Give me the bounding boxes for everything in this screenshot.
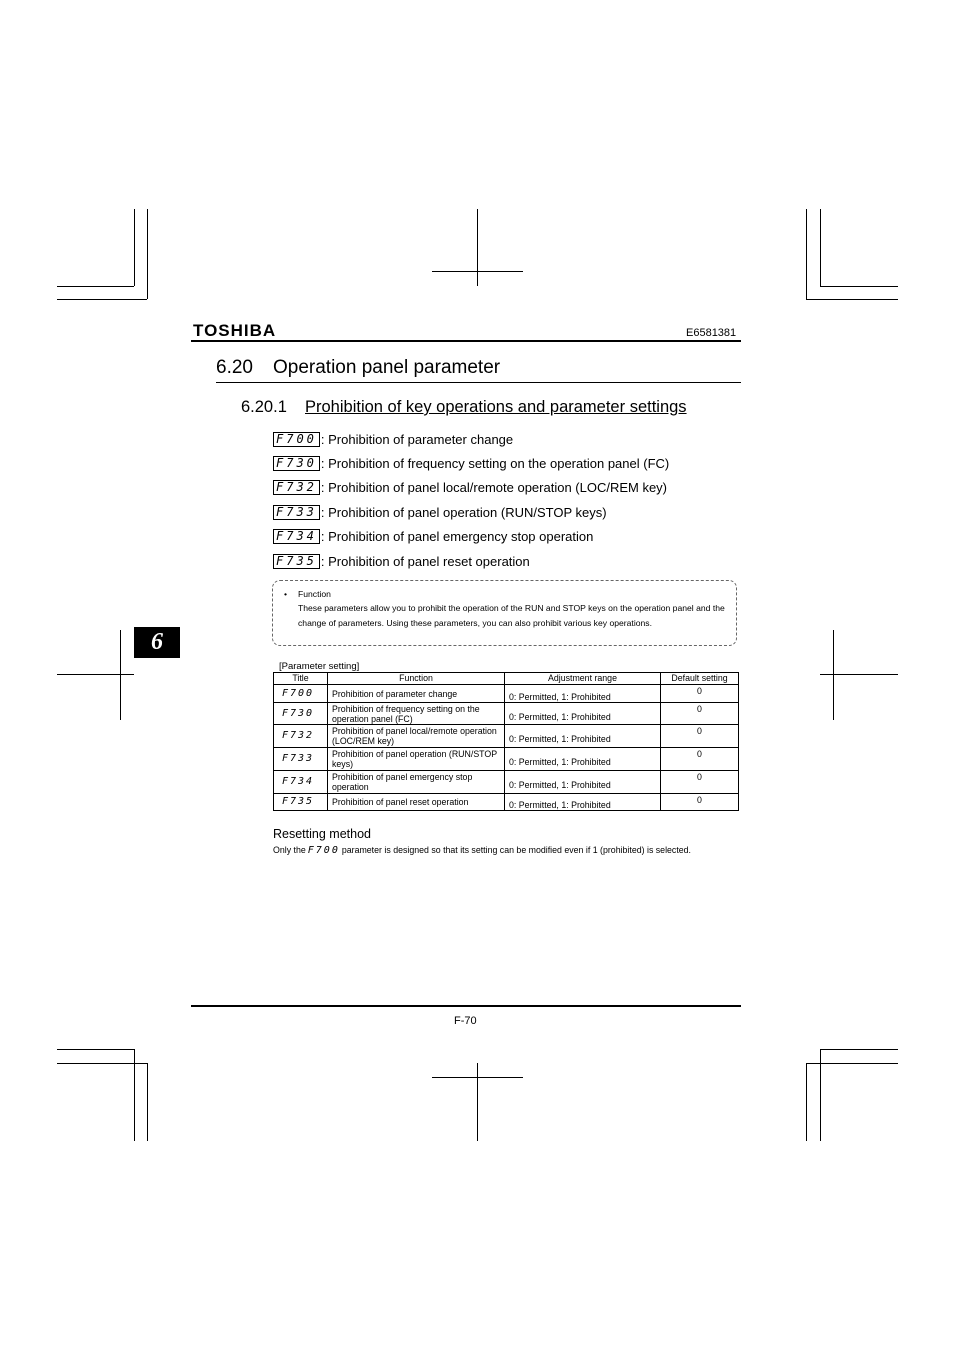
param-code: F730	[273, 456, 320, 471]
param-line-f733	[273, 505, 607, 521]
function-box	[272, 580, 737, 646]
bullet-icon: •	[284, 589, 288, 599]
param-line-f732	[273, 480, 667, 496]
table-row	[274, 725, 739, 748]
row-range: 0: Permitted, 1: Prohibited	[505, 703, 661, 725]
row-range: 0: Permitted, 1: Prohibited	[505, 794, 661, 811]
row-title: F735	[274, 794, 328, 811]
section-heading	[216, 357, 500, 379]
row-function: Prohibition of panel emergency stop operation	[328, 771, 505, 794]
header-function: Function	[328, 673, 505, 685]
subsection-number: 6.20.1	[241, 398, 287, 416]
param-code: F732	[273, 480, 320, 495]
table-row	[274, 748, 739, 771]
table-row	[274, 685, 739, 703]
subsection-title: Prohibition of key operations and parameter settings	[305, 398, 687, 416]
header-title: Title	[274, 673, 328, 685]
param-desc: : Prohibition of panel local/remote operation (LOC/REM key)	[320, 480, 668, 495]
row-default: 0	[661, 794, 739, 811]
row-range: 0: Permitted, 1: Prohibited	[505, 725, 661, 748]
chapter-tab: 6	[134, 627, 180, 658]
resetting-text-before: Only the	[273, 845, 306, 855]
param-desc: : Prohibition of frequency setting on the operation panel (FC)	[320, 456, 670, 471]
param-code: F733	[273, 505, 320, 520]
header-default-setting: Default setting	[661, 673, 739, 685]
row-default: 0	[661, 748, 739, 771]
row-default: 0	[661, 771, 739, 794]
resetting-text-after: parameter is designed so that its setting can be modified even if 1 (prohibited) is selected.	[341, 845, 691, 855]
row-title: F733	[274, 748, 328, 771]
row-title: F734	[274, 771, 328, 794]
resetting-title: Resetting method	[273, 827, 371, 841]
footer-rule	[191, 1005, 741, 1007]
table-header-row	[274, 673, 739, 685]
resetting-text	[273, 845, 691, 856]
param-code: F735	[273, 554, 320, 569]
row-function: Prohibition of panel operation (RUN/STOP keys)	[328, 748, 505, 771]
function-text: These parameters allow you to prohibit the operation of the RUN and STOP keys on the operation panel and the change of parameters. Using these parameters, you can also prohibit various key operations.	[298, 603, 725, 628]
page-number: F-70	[454, 1015, 477, 1027]
row-range: 0: Permitted, 1: Prohibited	[505, 771, 661, 794]
row-title: F730	[274, 703, 328, 725]
param-line-f730	[273, 456, 669, 472]
section-rule	[216, 382, 741, 383]
header-rule	[191, 340, 741, 342]
parameter-table	[273, 672, 739, 811]
param-desc: : Prohibition of panel reset operation	[320, 554, 530, 569]
param-line-f700	[273, 432, 513, 448]
section-title: Operation panel parameter	[273, 357, 501, 378]
row-title: F700	[274, 685, 328, 703]
row-function: Prohibition of frequency setting on the operation panel (FC)	[328, 703, 505, 725]
header-adjustment-range: Adjustment range	[505, 673, 661, 685]
brand-logo: TOSHIBA	[193, 321, 277, 340]
param-code: F734	[273, 529, 320, 544]
param-desc: : Prohibition of panel operation (RUN/STOP keys)	[320, 505, 607, 520]
table-row	[274, 771, 739, 794]
row-default: 0	[661, 725, 739, 748]
row-title: F732	[274, 725, 328, 748]
table-caption: [Parameter setting]	[279, 661, 360, 672]
param-desc: : Prohibition of parameter change	[320, 432, 514, 447]
row-function: Prohibition of panel local/remote operation (LOC/REM key)	[328, 725, 505, 748]
row-default: 0	[661, 685, 739, 703]
section-number: 6.20	[216, 357, 253, 378]
param-desc: : Prohibition of panel emergency stop operation	[320, 529, 594, 544]
table-row	[274, 703, 739, 725]
row-function: Prohibition of panel reset operation	[328, 794, 505, 811]
row-function: Prohibition of parameter change	[328, 685, 505, 703]
row-range: 0: Permitted, 1: Prohibited	[505, 685, 661, 703]
param-line-f734	[273, 529, 593, 545]
table-row	[274, 794, 739, 811]
param-line-f735	[273, 554, 530, 570]
subsection-heading	[241, 398, 687, 417]
function-title: Function	[298, 589, 331, 599]
row-default: 0	[661, 703, 739, 725]
document-number: E6581381	[686, 327, 737, 339]
row-range: 0: Permitted, 1: Prohibited	[505, 748, 661, 771]
resetting-code: F700	[307, 845, 340, 856]
param-code: F700	[273, 432, 320, 447]
